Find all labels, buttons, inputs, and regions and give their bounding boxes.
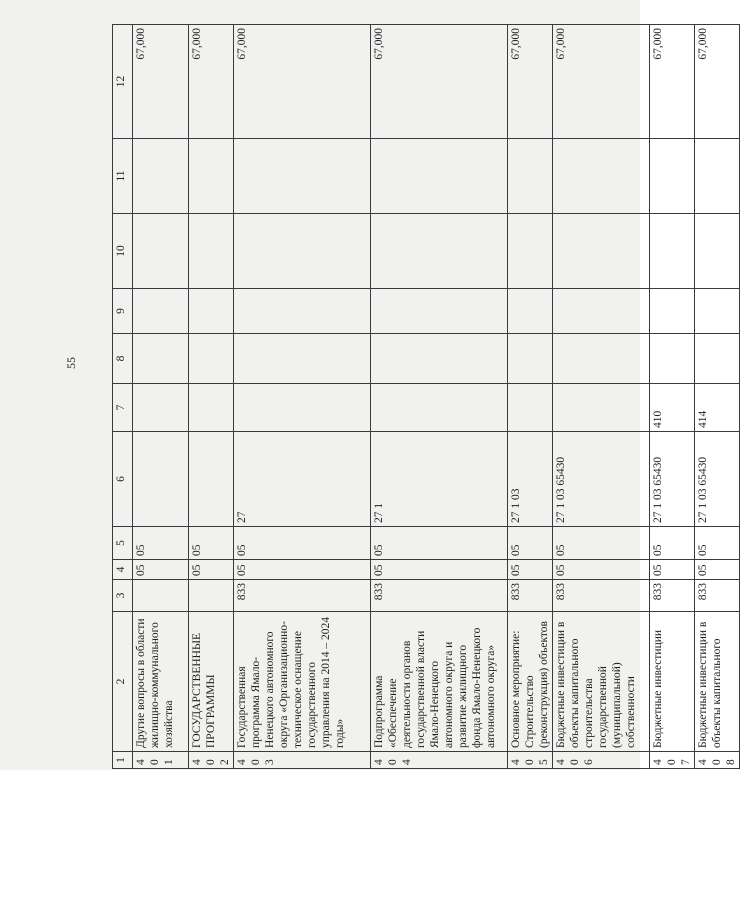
cell-amount: 67,000 (371, 25, 508, 139)
cell-ministry-code: 833 (553, 580, 650, 612)
cell-empty (189, 334, 234, 384)
column-header-8: 8 (113, 334, 133, 384)
row-number: 402 (189, 752, 234, 769)
cell-subsection: 05 (695, 527, 740, 560)
row-number: 405 (508, 752, 553, 769)
cell-expense-type (234, 384, 371, 432)
cell-target-article (133, 432, 189, 527)
cell-ministry-code: 833 (508, 580, 553, 612)
table-row (133, 25, 189, 769)
cell-empty (695, 334, 740, 384)
cell-expense-type (508, 384, 553, 432)
cell-subsection: 05 (133, 527, 189, 560)
column-header-4: 4 (113, 560, 133, 580)
row-number: 404 (371, 752, 508, 769)
cell-subsection: 05 (189, 527, 234, 560)
column-header-10: 10 (113, 214, 133, 289)
row-name: Основное мероприятие: Строительство (реконструкция) объектов (508, 612, 553, 752)
column-header-3: 3 (113, 580, 133, 612)
row-number: 401 (133, 752, 189, 769)
cell-empty (650, 214, 695, 289)
cell-ministry-code (189, 580, 234, 612)
cell-empty (508, 214, 553, 289)
cell-subsection: 05 (371, 527, 508, 560)
page-number: 55 (64, 357, 78, 369)
column-header-5: 5 (113, 527, 133, 560)
cell-expense-type (189, 384, 234, 432)
cell-target-article (189, 432, 234, 527)
cell-expense-type: 410 (650, 384, 695, 432)
cell-expense-type (553, 384, 650, 432)
cell-ministry-code (133, 580, 189, 612)
cell-empty (650, 139, 695, 214)
cell-target-article: 27 1 03 65430 (695, 432, 740, 527)
column-header-1: 1 (113, 752, 133, 769)
cell-amount: 67,000 (508, 25, 553, 139)
cell-empty (371, 334, 508, 384)
cell-amount: 67,000 (133, 25, 189, 139)
cell-section: 05 (133, 560, 189, 580)
cell-expense-type (371, 384, 508, 432)
cell-empty (371, 214, 508, 289)
column-header-7: 7 (113, 384, 133, 432)
cell-empty (508, 139, 553, 214)
row-name: Бюджетные инвестиции (650, 612, 695, 752)
row-name: Государственная программа Ямало-Ненецкого автономного округа «Организационно-техническое оснащение государственного управления на 2014 – 2024 годы» (234, 612, 371, 752)
table-row (189, 25, 234, 769)
cell-empty (553, 139, 650, 214)
cell-amount: 67,000 (553, 25, 650, 139)
row-name: Подпрограмма «Обеспечение деятельности органов государственной власти Ямало-Ненецкого автономного округа и развитие жилищного фонда Ямало-Ненецкого автономного округа» (371, 612, 508, 752)
cell-empty (234, 214, 371, 289)
cell-expense-type (133, 384, 189, 432)
cell-empty (133, 139, 189, 214)
column-header-9: 9 (113, 289, 133, 334)
rotated-content (64, 25, 737, 769)
cell-empty (133, 334, 189, 384)
cell-subsection: 05 (650, 527, 695, 560)
table-row (234, 25, 371, 769)
cell-empty (553, 334, 650, 384)
row-name: Другие вопросы в области жилищно-коммунального хозяйства (133, 612, 189, 752)
column-header-6: 6 (113, 432, 133, 527)
cell-empty (650, 334, 695, 384)
cell-section: 05 (189, 560, 234, 580)
cell-target-article: 27 1 (371, 432, 508, 527)
cell-empty (371, 139, 508, 214)
cell-section: 05 (508, 560, 553, 580)
cell-amount: 67,000 (695, 25, 740, 139)
cell-subsection: 05 (508, 527, 553, 560)
cell-ministry-code: 833 (371, 580, 508, 612)
column-header-2: 2 (113, 612, 133, 752)
cell-amount: 67,000 (650, 25, 695, 139)
row-number: 406 (553, 752, 650, 769)
cell-empty (695, 289, 740, 334)
cell-empty (371, 289, 508, 334)
budget-table (112, 24, 740, 769)
cell-empty (508, 289, 553, 334)
cell-ministry-code: 833 (695, 580, 740, 612)
cell-empty (695, 139, 740, 214)
cell-section: 05 (695, 560, 740, 580)
table-row (371, 25, 508, 769)
cell-amount: 67,000 (189, 25, 234, 139)
cell-empty (234, 139, 371, 214)
cell-empty (189, 139, 234, 214)
row-number: 407 (650, 752, 695, 769)
cell-target-article: 27 1 03 65430 (650, 432, 695, 527)
table-header-row (113, 25, 133, 769)
row-name: Бюджетные инвестиции в объекты капитального (695, 612, 740, 752)
cell-empty (234, 334, 371, 384)
table-row (695, 25, 740, 769)
cell-empty (189, 214, 234, 289)
column-header-11: 11 (113, 139, 133, 214)
cell-section: 05 (234, 560, 371, 580)
row-number: 408 (695, 752, 740, 769)
cell-target-article: 27 (234, 432, 371, 527)
cell-section: 05 (650, 560, 695, 580)
table-row (553, 25, 650, 769)
cell-ministry-code: 833 (650, 580, 695, 612)
cell-empty (553, 289, 650, 334)
cell-section: 05 (553, 560, 650, 580)
cell-empty (508, 334, 553, 384)
table-row (650, 25, 695, 769)
column-header-12: 12 (113, 25, 133, 139)
cell-empty (234, 289, 371, 334)
cell-target-article: 27 1 03 (508, 432, 553, 527)
row-name: ГОСУДАРСТВЕННЫЕ ПРОГРАММЫ (189, 612, 234, 752)
cell-empty (650, 289, 695, 334)
row-name: Бюджетные инвестиции в объекты капитального строительства государственной (муниципальной) собственности (553, 612, 650, 752)
cell-section: 05 (371, 560, 508, 580)
cell-ministry-code: 833 (234, 580, 371, 612)
cell-empty (553, 214, 650, 289)
cell-empty (133, 214, 189, 289)
cell-empty (695, 214, 740, 289)
cell-subsection: 05 (234, 527, 371, 560)
cell-empty (189, 289, 234, 334)
cell-subsection: 05 (553, 527, 650, 560)
row-number: 403 (234, 752, 371, 769)
table-row (508, 25, 553, 769)
cell-amount: 67,000 (234, 25, 371, 139)
cell-target-article: 27 1 03 65430 (553, 432, 650, 527)
cell-expense-type: 414 (695, 384, 740, 432)
cell-empty (133, 289, 189, 334)
